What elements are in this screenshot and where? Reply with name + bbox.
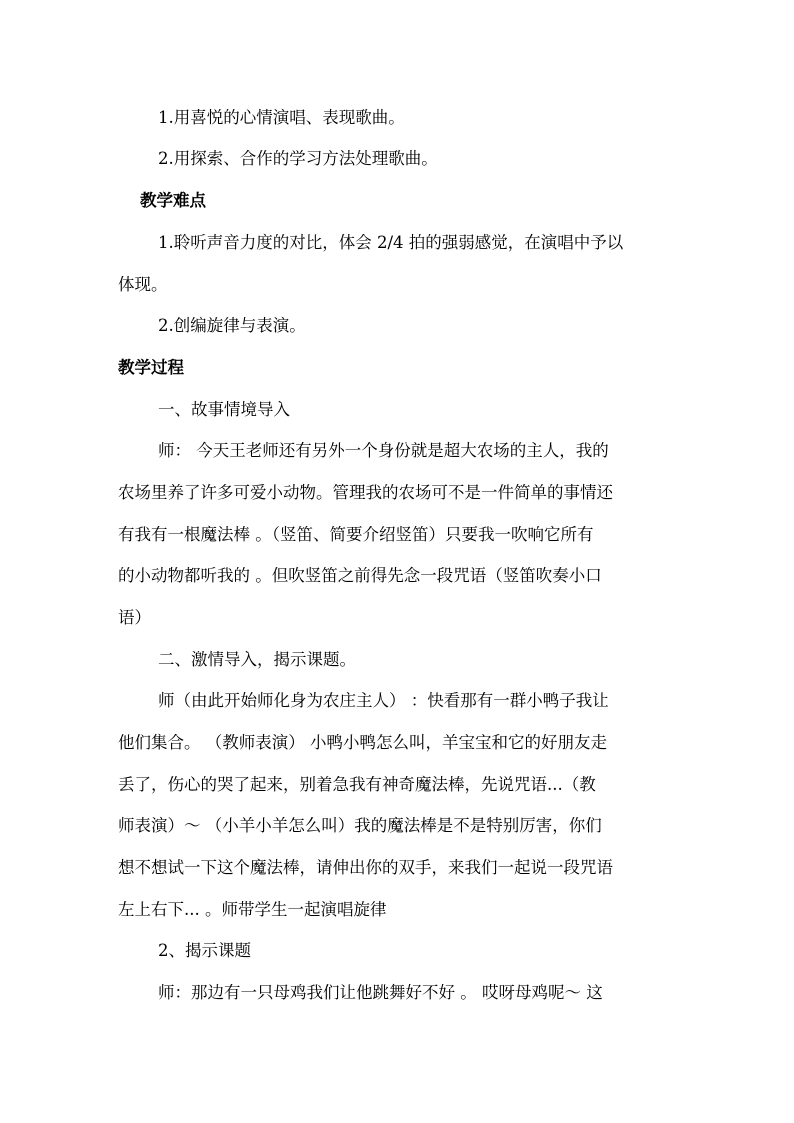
difficulty-item-2: 2.创编旋律与表演。 — [158, 316, 306, 335]
goal-item-1: 1.用喜悦的心情演唱、表现歌曲。 — [158, 108, 405, 127]
section-heading-difficulties: 教学难点 — [140, 191, 206, 210]
paragraph-line: 农场里养了许多可爱小动物。管理我的农场可不是一件简单的事情还 — [118, 483, 613, 502]
section-heading-process: 教学过程 — [118, 358, 184, 377]
paragraph-line: 丢了，伤心的哭了起来，别着急我有神奇魔法棒，先说咒语...（教 — [118, 775, 596, 794]
step-heading-2: 二、激情导入，揭示课题。 — [158, 650, 356, 669]
paragraph-line: 语） — [118, 608, 151, 627]
paragraph-line: 师：那边有一只母鸡我们让他跳舞好不好 。 哎呀母鸡呢～ 这 — [158, 983, 603, 1002]
paragraph-line: 他们集合。 （教师表演） 小鸭小鸭怎么叫，羊宝宝和它的好朋友走 — [118, 733, 607, 752]
paragraph-line: 想不想试一下这个魔法棒，请伸出你的双手，来我们一起说一段咒语 — [118, 858, 613, 877]
paragraph-line: 师（由此开始师化身为农庄主人） ：快看那有一群小鸭子我让 — [158, 691, 609, 710]
paragraph-line: 的小动物都听我的 。但吹竖笛之前得先念一段咒语（竖笛吹奏小口 — [118, 566, 602, 585]
step-heading-2b: 2、揭示课题 — [158, 941, 251, 960]
paragraph-line: 师： 今天王老师还有另外一个身份就是超大农场的主人，我的 — [158, 441, 609, 460]
goal-item-2: 2.用探索、合作的学习方法处理歌曲。 — [158, 149, 438, 168]
difficulty-item-1-cont: 体现。 — [118, 275, 168, 294]
paragraph-line: 有我有一根魔法棒 。（竖笛、简要介绍竖笛）只要我一吹响它所有 — [118, 525, 594, 544]
paragraph-line: 师表演）～ （小羊小羊怎么叫）我的魔法棒是不是特别厉害，你们 — [118, 816, 602, 835]
step-heading-1: 一、故事情境导入 — [158, 400, 290, 419]
difficulty-item-1: 1.聆听声音力度的对比，体会 2/4 拍的强弱感觉，在演唱中予以 — [158, 233, 624, 252]
paragraph-line: 左上右下... 。师带学生一起演唱旋律 — [118, 900, 387, 919]
